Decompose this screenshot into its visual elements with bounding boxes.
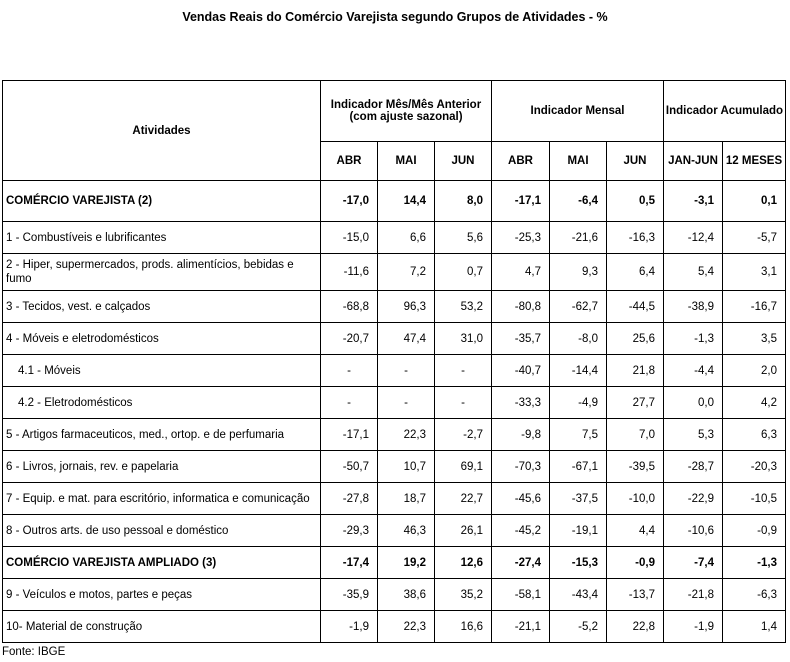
value-cell: 1,4 <box>723 611 786 643</box>
value-cell: -80,8 <box>492 291 550 323</box>
table-row <box>3 291 786 323</box>
table-row <box>3 181 786 222</box>
value-cell: 5,6 <box>435 222 492 254</box>
table-body <box>3 181 786 643</box>
value-cell: 7,5 <box>550 419 607 451</box>
value-cell: 19,2 <box>378 547 435 579</box>
value-cell: -43,4 <box>550 579 607 611</box>
value-cell: 38,6 <box>378 579 435 611</box>
value-cell: 46,3 <box>378 515 435 547</box>
value-cell: -7,4 <box>664 547 723 579</box>
value-cell: -16,7 <box>723 291 786 323</box>
header-indicador-mensal: Indicador Mensal <box>492 81 664 142</box>
value-cell: -16,3 <box>607 222 664 254</box>
value-cell: - <box>435 387 492 419</box>
value-cell: 12,6 <box>435 547 492 579</box>
value-cell: -50,7 <box>321 451 378 483</box>
value-cell: 69,1 <box>435 451 492 483</box>
value-cell: 6,3 <box>723 419 786 451</box>
value-cell: -29,3 <box>321 515 378 547</box>
value-cell: 21,8 <box>607 355 664 387</box>
value-cell: 2,0 <box>723 355 786 387</box>
value-cell: 0,0 <box>664 387 723 419</box>
value-cell: 5,3 <box>664 419 723 451</box>
value-cell: -19,1 <box>550 515 607 547</box>
value-cell: - <box>321 387 378 419</box>
value-cell: -12,4 <box>664 222 723 254</box>
value-cell: 4,4 <box>607 515 664 547</box>
activity-label: 7 - Equip. e mat. para escritório, informatica e comunicação <box>3 483 321 515</box>
value-cell: -10,0 <box>607 483 664 515</box>
activity-label: 2 - Hiper, supermercados, prods. alimentícios, bebidas e fumo <box>3 254 321 291</box>
value-cell: -20,3 <box>723 451 786 483</box>
value-cell: -9,8 <box>492 419 550 451</box>
subheader-mai: MAI <box>550 142 607 181</box>
value-cell: -1,3 <box>723 547 786 579</box>
subheader-abr: ABR <box>492 142 550 181</box>
value-cell: - <box>321 355 378 387</box>
activity-label: 10- Material de construção <box>3 611 321 643</box>
value-cell: -4,4 <box>664 355 723 387</box>
value-cell: 6,4 <box>607 254 664 291</box>
value-cell: 22,8 <box>607 611 664 643</box>
value-cell: -20,7 <box>321 323 378 355</box>
activity-label: 1 - Combustíveis e lubrificantes <box>3 222 321 254</box>
activity-label: 8 - Outros arts. de uso pessoal e doméstico <box>3 515 321 547</box>
value-cell: -35,9 <box>321 579 378 611</box>
activity-label: 4 - Móveis e eletrodomésticos <box>3 323 321 355</box>
value-cell: - <box>378 355 435 387</box>
header-indicador-acumulado: Indicador Acumulado <box>664 81 786 142</box>
value-cell: -21,8 <box>664 579 723 611</box>
table-row <box>3 355 786 387</box>
value-cell: 3,5 <box>723 323 786 355</box>
value-cell: -15,0 <box>321 222 378 254</box>
value-cell: -0,9 <box>723 515 786 547</box>
value-cell: -40,7 <box>492 355 550 387</box>
value-cell: -8,0 <box>550 323 607 355</box>
value-cell: -62,7 <box>550 291 607 323</box>
value-cell: -37,5 <box>550 483 607 515</box>
value-cell: 96,3 <box>378 291 435 323</box>
activity-label: 5 - Artigos farmaceuticos, med., ortop. e de perfumaria <box>3 419 321 451</box>
value-cell: -1,3 <box>664 323 723 355</box>
value-cell: -67,1 <box>550 451 607 483</box>
table-row <box>3 222 786 254</box>
value-cell: 9,3 <box>550 254 607 291</box>
value-cell: 0,7 <box>435 254 492 291</box>
value-cell: -70,3 <box>492 451 550 483</box>
value-cell: 14,4 <box>378 181 435 222</box>
activity-label: COMÉRCIO VAREJISTA AMPLIADO (3) <box>3 547 321 579</box>
table-row <box>3 547 786 579</box>
value-cell: -15,3 <box>550 547 607 579</box>
value-cell: -14,4 <box>550 355 607 387</box>
table-row <box>3 611 786 643</box>
value-cell: 35,2 <box>435 579 492 611</box>
value-cell: -10,5 <box>723 483 786 515</box>
value-cell: -28,7 <box>664 451 723 483</box>
value-cell: 26,1 <box>435 515 492 547</box>
activity-label: 4.1 - Móveis <box>3 355 321 387</box>
table-title: Vendas Reais do Comércio Varejista segundo Grupos de Atividades - % <box>182 10 608 24</box>
value-cell: -45,2 <box>492 515 550 547</box>
table-row <box>3 387 786 419</box>
value-cell: 4,2 <box>723 387 786 419</box>
value-cell: - <box>435 355 492 387</box>
value-cell: -17,4 <box>321 547 378 579</box>
value-cell: 25,6 <box>607 323 664 355</box>
value-cell: 6,6 <box>378 222 435 254</box>
value-cell: -21,1 <box>492 611 550 643</box>
value-cell: 18,7 <box>378 483 435 515</box>
value-cell: -21,6 <box>550 222 607 254</box>
header-indicador-mes-mes-anterior: Indicador Mês/Mês Anterior (com ajuste sazonal) <box>321 81 492 142</box>
value-cell: -10,6 <box>664 515 723 547</box>
subheader-jun: JUN <box>435 142 492 181</box>
value-cell: 22,3 <box>378 611 435 643</box>
value-cell: -13,7 <box>607 579 664 611</box>
value-cell: 7,2 <box>378 254 435 291</box>
activity-label: 4.2 - Eletrodomésticos <box>3 387 321 419</box>
value-cell: 53,2 <box>435 291 492 323</box>
table-row <box>3 451 786 483</box>
activity-label: 3 - Tecidos, vest. e calçados <box>3 291 321 323</box>
table-row <box>3 323 786 355</box>
value-cell: -22,9 <box>664 483 723 515</box>
table-row <box>3 254 786 291</box>
value-cell: -25,3 <box>492 222 550 254</box>
value-cell: -44,5 <box>607 291 664 323</box>
value-cell: -27,4 <box>492 547 550 579</box>
value-cell: - <box>378 387 435 419</box>
value-cell: -3,1 <box>664 181 723 222</box>
value-cell: -17,0 <box>321 181 378 222</box>
value-cell: -17,1 <box>321 419 378 451</box>
value-cell: 10,7 <box>378 451 435 483</box>
activity-label: 6 - Livros, jornais, rev. e papelaria <box>3 451 321 483</box>
activity-label: COMÉRCIO VAREJISTA (2) <box>3 181 321 222</box>
subheader-mai: MAI <box>378 142 435 181</box>
value-cell: -2,7 <box>435 419 492 451</box>
value-cell: -4,9 <box>550 387 607 419</box>
value-cell: -1,9 <box>664 611 723 643</box>
subheader-abr: ABR <box>321 142 378 181</box>
table-row <box>3 419 786 451</box>
table-row <box>3 515 786 547</box>
source-note: Fonte: IBGE <box>2 646 66 658</box>
value-cell: 27,7 <box>607 387 664 419</box>
value-cell: 31,0 <box>435 323 492 355</box>
value-cell: -5,7 <box>723 222 786 254</box>
value-cell: -27,8 <box>321 483 378 515</box>
value-cell: 47,4 <box>378 323 435 355</box>
value-cell: -17,1 <box>492 181 550 222</box>
value-cell: 0,5 <box>607 181 664 222</box>
value-cell: 3,1 <box>723 254 786 291</box>
value-cell: -68,8 <box>321 291 378 323</box>
value-cell: -35,7 <box>492 323 550 355</box>
value-cell: 16,6 <box>435 611 492 643</box>
value-cell: -6,4 <box>550 181 607 222</box>
value-cell: 8,0 <box>435 181 492 222</box>
value-cell: -11,6 <box>321 254 378 291</box>
value-cell: -1,9 <box>321 611 378 643</box>
value-cell: 22,7 <box>435 483 492 515</box>
value-cell: -45,6 <box>492 483 550 515</box>
value-cell: -5,2 <box>550 611 607 643</box>
value-cell: 4,7 <box>492 254 550 291</box>
value-cell: 7,0 <box>607 419 664 451</box>
sales-table <box>2 80 786 643</box>
value-cell: -33,3 <box>492 387 550 419</box>
value-cell: -6,3 <box>723 579 786 611</box>
value-cell: 0,1 <box>723 181 786 222</box>
subheader-12-meses: 12 MESES <box>723 142 786 181</box>
activity-label: 9 - Veículos e motos, partes e peças <box>3 579 321 611</box>
value-cell: -38,9 <box>664 291 723 323</box>
value-cell: -39,5 <box>607 451 664 483</box>
table-row <box>3 579 786 611</box>
value-cell: -0,9 <box>607 547 664 579</box>
subheader-jun: JUN <box>607 142 664 181</box>
header-atividades: Atividades <box>3 81 321 181</box>
value-cell: 5,4 <box>664 254 723 291</box>
value-cell: 22,3 <box>378 419 435 451</box>
value-cell: -58,1 <box>492 579 550 611</box>
table-row <box>3 483 786 515</box>
subheader-jan-jun: JAN-JUN <box>664 142 723 181</box>
